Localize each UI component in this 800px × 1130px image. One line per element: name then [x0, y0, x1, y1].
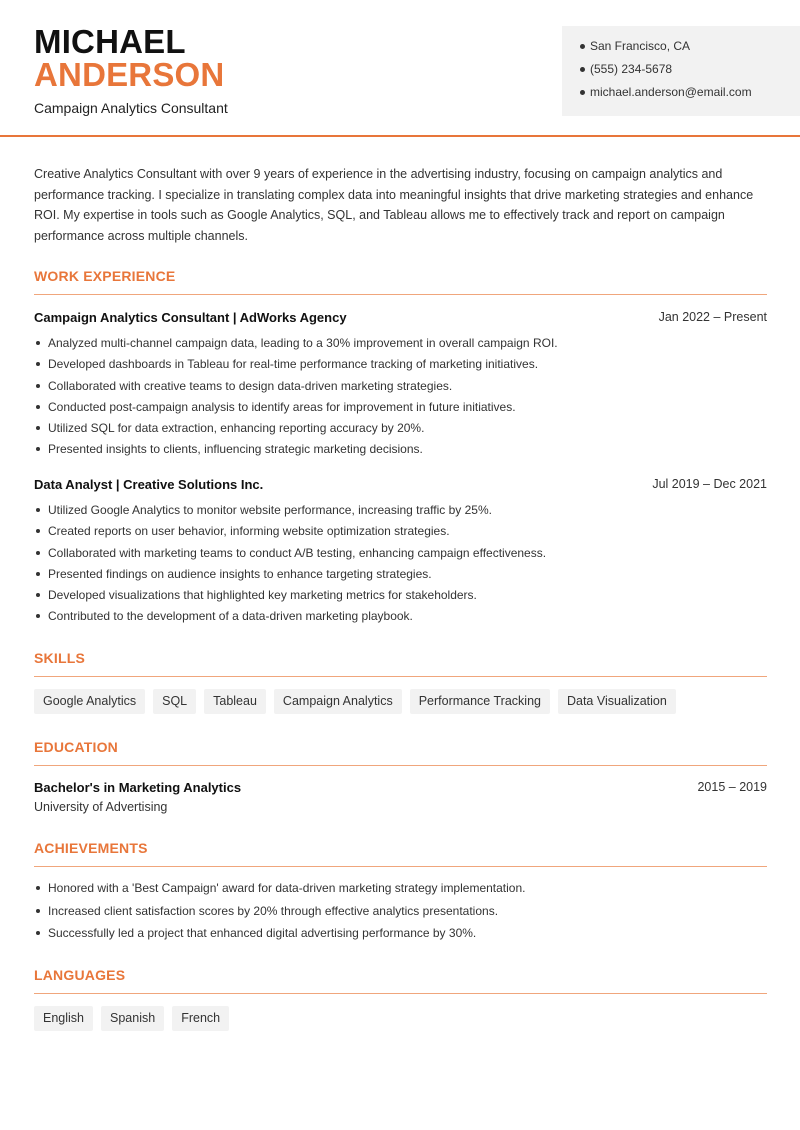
- last-name: ANDERSON: [34, 56, 225, 93]
- education-dates: 2015 – 2019: [697, 780, 767, 794]
- bullet-icon: [36, 341, 40, 345]
- bullet-text: Increased client satisfaction scores by 20% through effective analytics presentations.: [48, 903, 499, 918]
- bullet-icon: [36, 362, 40, 366]
- bullet-text: Contributed to the development of a data-driven marketing playbook.: [48, 609, 413, 624]
- list-item: [34, 334, 767, 355]
- bullet-text: Created reports on user behavior, informing website optimization strategies.: [48, 524, 450, 539]
- achievements-list: [34, 879, 767, 947]
- section-divider: [34, 866, 767, 867]
- bullet-text: Utilized SQL for data extraction, enhancing reporting accuracy by 20%.: [48, 421, 425, 436]
- skill-chip: Campaign Analytics: [274, 689, 402, 714]
- skills-list: [34, 689, 676, 714]
- contact-phone: [580, 61, 800, 84]
- section-title-work: WORK EXPERIENCE: [34, 268, 176, 284]
- bullet-icon: [36, 572, 40, 576]
- section-divider: [34, 294, 767, 295]
- bullet-text: Collaborated with marketing teams to conduct A/B testing, enhancing campaign effectiveness.: [48, 545, 547, 560]
- bullet-text: Developed dashboards in Tableau for real-time performance tracking of marketing initiatives.: [48, 357, 539, 372]
- bullet-icon: [580, 90, 585, 95]
- location-text: San Francisco, CA: [590, 39, 691, 53]
- section-divider: [34, 993, 767, 994]
- bullet-icon: [36, 447, 40, 451]
- list-item: [34, 565, 767, 586]
- bullet-text: Developed visualizations that highlighted key marketing metrics for stakeholders.: [48, 588, 477, 603]
- job-header: [34, 477, 767, 492]
- school-name: University of Advertising: [34, 800, 168, 814]
- list-item: [34, 902, 767, 925]
- bullet-text: Successfully led a project that enhanced digital advertising performance by 30%.: [48, 926, 477, 940]
- skill-chip: Performance Tracking: [410, 689, 550, 714]
- phone-text: (555) 234-5678: [590, 62, 673, 76]
- bullet-icon: [36, 909, 40, 913]
- contact-email: [580, 84, 800, 107]
- list-item: [34, 586, 767, 607]
- list-item: [34, 440, 767, 461]
- bullet-icon: [36, 384, 40, 388]
- list-item: [34, 355, 767, 376]
- resume-header: [0, 0, 800, 137]
- job-dates: Jul 2019 – Dec 2021: [652, 477, 767, 491]
- job-bullets: [34, 501, 767, 629]
- bullet-icon: [36, 614, 40, 618]
- bullet-text: Presented insights to clients, influencing strategic marketing decisions.: [48, 442, 423, 457]
- skill-chip: Google Analytics: [34, 689, 145, 714]
- contact-location: [580, 38, 800, 61]
- contact-box: [562, 26, 800, 116]
- skill-chip: Tableau: [204, 689, 266, 714]
- section-title-achievements: ACHIEVEMENTS: [34, 840, 148, 856]
- summary-paragraph: Creative Analytics Consultant with over 9 years of experience in the advertising industry, focusing on campaign analytics and performance tracking. I specialize in translating complex data into meaningful insights that drive marketing strategies and enhance ROI. My expertise in tools such as Google Analytics, SQL, and Tableau allows me to effectively track and report on campaign performance across multiple channels.: [34, 167, 754, 243]
- list-item: [34, 398, 767, 419]
- job-header: [34, 310, 767, 325]
- language-chip: French: [172, 1006, 229, 1031]
- job-role: Campaign Analytics Consultant | AdWorks Agency: [34, 310, 347, 325]
- first-name: MICHAEL: [34, 23, 186, 60]
- language-chip: English: [34, 1006, 93, 1031]
- list-item: [34, 607, 767, 628]
- bullet-icon: [36, 426, 40, 430]
- list-item: [34, 879, 767, 902]
- education-header: [34, 780, 767, 795]
- language-chip: Spanish: [101, 1006, 164, 1031]
- list-item: [34, 544, 767, 565]
- skill-chip: SQL: [153, 689, 196, 714]
- section-title-education: EDUCATION: [34, 739, 118, 755]
- list-item: [34, 419, 767, 440]
- list-item: [34, 377, 767, 398]
- list-item: [34, 522, 767, 543]
- section-divider: [34, 676, 767, 677]
- bullet-icon: [580, 67, 585, 72]
- bullet-icon: [36, 886, 40, 890]
- bullet-icon: [36, 508, 40, 512]
- bullet-text: Utilized Google Analytics to monitor website performance, increasing traffic by 25%.: [48, 503, 492, 517]
- bullet-text: Conducted post-campaign analysis to identify areas for improvement in future initiatives.: [48, 399, 516, 414]
- languages-list: [34, 1006, 229, 1031]
- job-role: Data Analyst | Creative Solutions Inc.: [34, 477, 264, 492]
- section-divider: [34, 765, 767, 766]
- bullet-text: Honored with a 'Best Campaign' award for data-driven marketing strategy implementation.: [48, 881, 526, 895]
- section-title-languages: LANGUAGES: [34, 967, 126, 983]
- degree: Bachelor's in Marketing Analytics: [34, 780, 242, 795]
- skill-chip: Data Visualization: [558, 689, 676, 714]
- bullet-text: Analyzed multi-channel campaign data, leading to a 30% improvement in overall campaign ROI.: [48, 336, 558, 350]
- job-title: Campaign Analytics Consultant: [34, 100, 228, 116]
- section-title-skills: SKILLS: [34, 650, 85, 666]
- job-dates: Jan 2022 – Present: [658, 310, 767, 324]
- job-bullets: [34, 334, 767, 462]
- bullet-icon: [36, 551, 40, 555]
- list-item: [34, 924, 767, 947]
- bullet-icon: [580, 44, 585, 49]
- bullet-icon: [36, 405, 40, 409]
- bullet-icon: [36, 931, 40, 935]
- email-text[interactable]: michael.anderson@email.com: [590, 85, 752, 99]
- list-item: [34, 501, 767, 522]
- bullet-icon: [36, 593, 40, 597]
- bullet-icon: [36, 529, 40, 533]
- bullet-text: Collaborated with creative teams to design data-driven marketing strategies.: [48, 378, 453, 393]
- bullet-text: Presented findings on audience insights to enhance targeting strategies.: [48, 566, 432, 581]
